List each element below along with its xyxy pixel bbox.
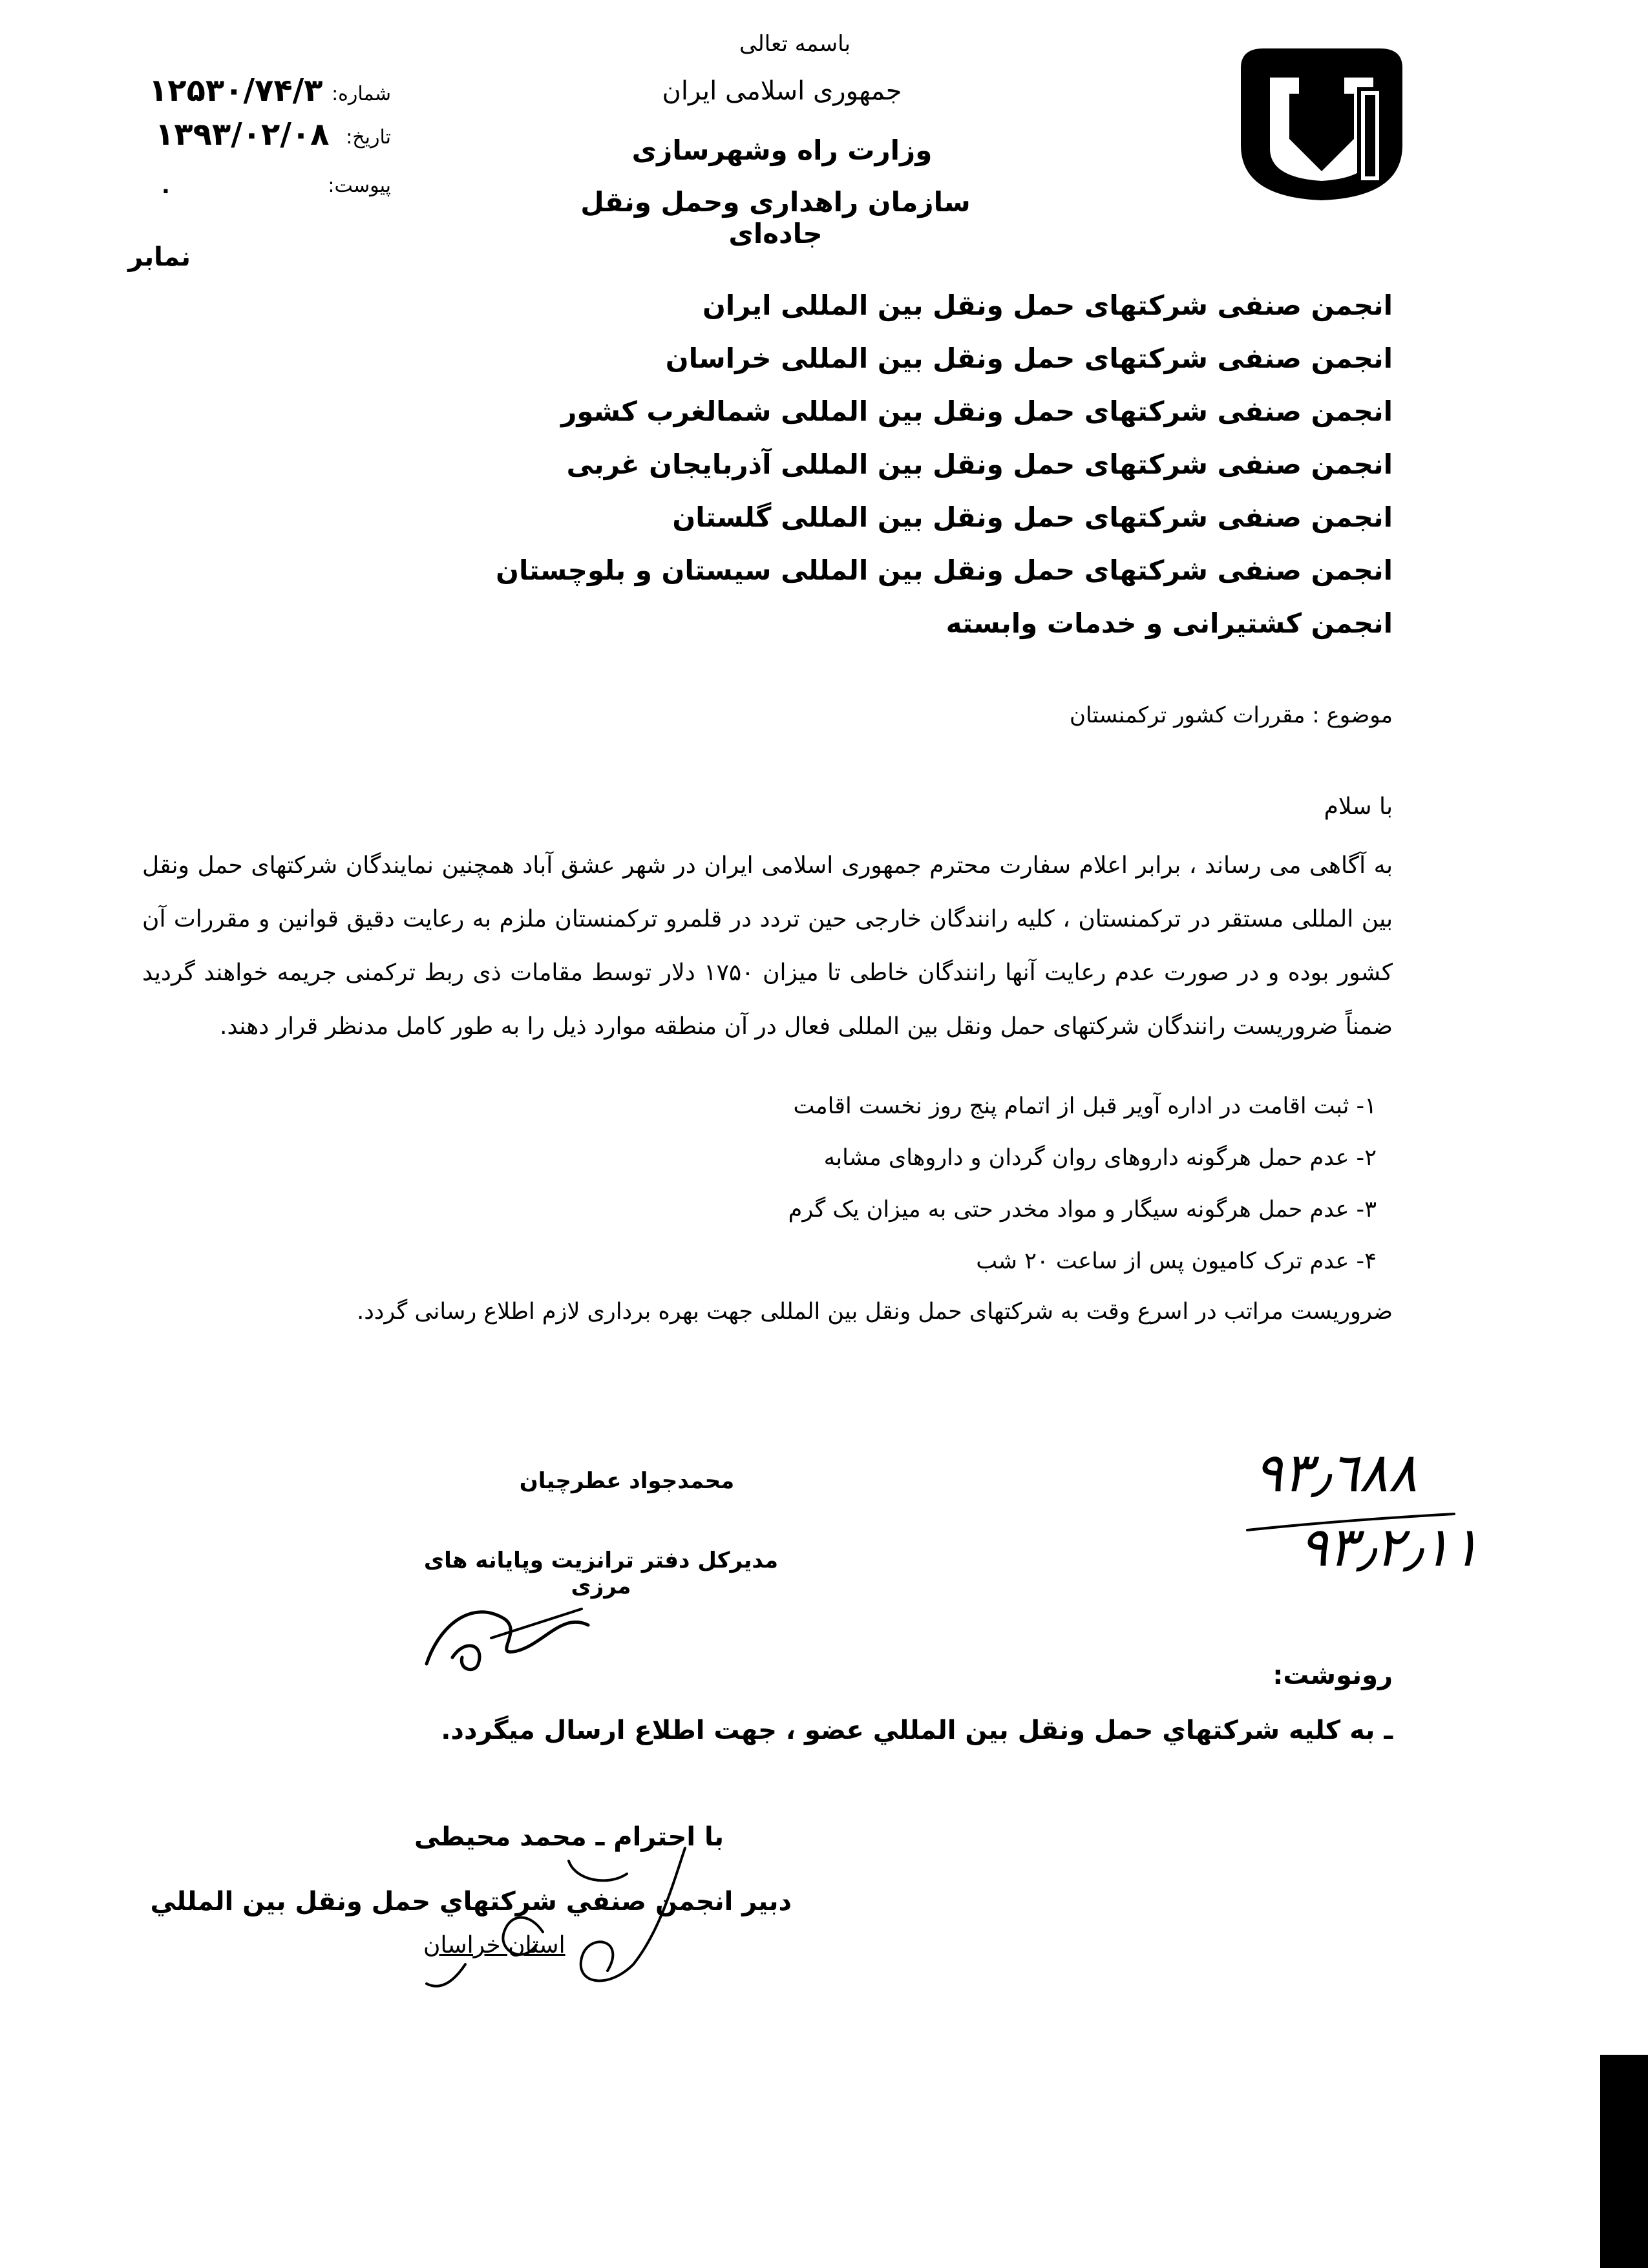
basmala: باسمه تعالی xyxy=(739,31,850,57)
rmto-logo-icon xyxy=(1228,42,1415,204)
attachment-value: . xyxy=(162,173,170,199)
list-item: ۲- عدم حمل هرگونه داروهای روان گردان و داروهای مشابه xyxy=(823,1145,1377,1171)
list-item: ۱- ثبت اقامت در اداره آویر قبل از اتمام پنج روز نخست اقامت xyxy=(793,1093,1377,1119)
recipient-line: انجمن صنفی شرکتهای حمل ونقل بین المللی شمالغرب کشور xyxy=(561,395,1393,427)
ministry-heading: وزارت راه وشهرسازی xyxy=(631,134,933,166)
handwritten-registration-date: ۹۳٫۲٫۱۱ xyxy=(1299,1515,1481,1579)
number-label: شماره: xyxy=(332,83,391,105)
organization-heading: سازمان راهداری وحمل ونقل جاده‌ای xyxy=(580,186,971,249)
recipient-line: انجمن صنفی شرکتهای حمل ونقل بین المللی سیستان و بلوچستان xyxy=(496,554,1393,586)
cc-text: ـ به كليه شركتهاي حمل ونقل بين المللي عضو ، جهت اطلاع ارسال ميگردد. xyxy=(441,1716,1393,1745)
scan-edge-bar xyxy=(1600,2055,1648,2268)
closing-sentence: ضروریست مراتب در اسرع وقت به شرکتهای حمل ونقل بین المللی جهت بهره برداری لازم اطلاع رسانی گردد. xyxy=(357,1299,1393,1325)
recipient-line: انجمن کشتیرانی و خدمات وابسته xyxy=(945,607,1393,639)
letter-number: ۱۲۵۳۰/۷۴/۳ xyxy=(149,72,323,109)
handwritten-registration-number: ۹۳٫٦۸۸ xyxy=(1254,1441,1417,1504)
recipient-line: انجمن صنفی شرکتهای حمل ونقل بین المللی آذربایجان غربی xyxy=(566,448,1393,480)
recipient-line: انجمن صنفی شرکتهای حمل ونقل بین المللی گلستان xyxy=(672,501,1393,533)
signatory-name: محمدجواد عطرچیان xyxy=(519,1468,735,1494)
subject-line: موضوع : مقررات کشور ترکمنستان xyxy=(1070,702,1393,728)
greeting: با سلام xyxy=(1324,793,1393,820)
signature-scribble xyxy=(414,1586,607,1683)
signature-scribble xyxy=(414,1835,698,2003)
secretary-title: دبير انجمن صنفي شركتهاي حمل ونقل بين المللي xyxy=(150,1887,792,1916)
list-item: ۳- عدم حمل هرگونه سیگار و مواد مخدر حتی به میزان یک گرم xyxy=(788,1197,1377,1223)
list-item: ۴- عدم ترک کامیون پس از ساعت ۲۰ شب xyxy=(976,1248,1377,1274)
regards-line: با احترام ـ محمد محیطی xyxy=(414,1822,724,1852)
recipient-line: انجمن صنفی شرکتهای حمل ونقل بین المللی خراسان xyxy=(665,342,1393,374)
recipient-line: انجمن صنفی شرکتهای حمل ونقل بین المللی ایران xyxy=(702,289,1393,321)
signatory-title: مدیرکل دفتر ترانزیت وپایانه های مرزی xyxy=(423,1548,779,1599)
letter-date: ۱۳۹۳/۰۲/۰۸ xyxy=(155,116,330,152)
date-label: تاریخ: xyxy=(346,126,391,149)
province-line: استان خراسان xyxy=(423,1932,565,1958)
country-heading: جمهوری اسلامی ایران xyxy=(662,76,902,106)
cc-label: رونوشت: xyxy=(1273,1661,1393,1690)
body-paragraph: به آگاهی می رساند ، برابر اعلام سفارت محترم جمهوری اسلامی ایران در شهر عشق آباد همچنین نمایندگان شرکتهای حمل ونقل بین المللی مستقر در ترکمنستان ، کلیه رانندگان خارجی حین تردد در قلمرو ترکمنستان ملزم به رعایت دقیق قوانین و مقررات آن کشور بوده و در صورت عدم رعایت آنها رانندگان خاطی تا میزان ۱۷۵۰ دلار توسط مقامات ذی ربط ترکمنی جریمه خواهند گردید ضمناً ضروریست رانندگان شرکتهای حمل ونقل بین المللی فعال در آن منطقه موارد ذیل را به طور کامل مدنظر قرار دهند. xyxy=(142,852,1393,1040)
attachment-label: پیوست: xyxy=(328,174,391,197)
fax-label: نمابر xyxy=(128,242,191,272)
